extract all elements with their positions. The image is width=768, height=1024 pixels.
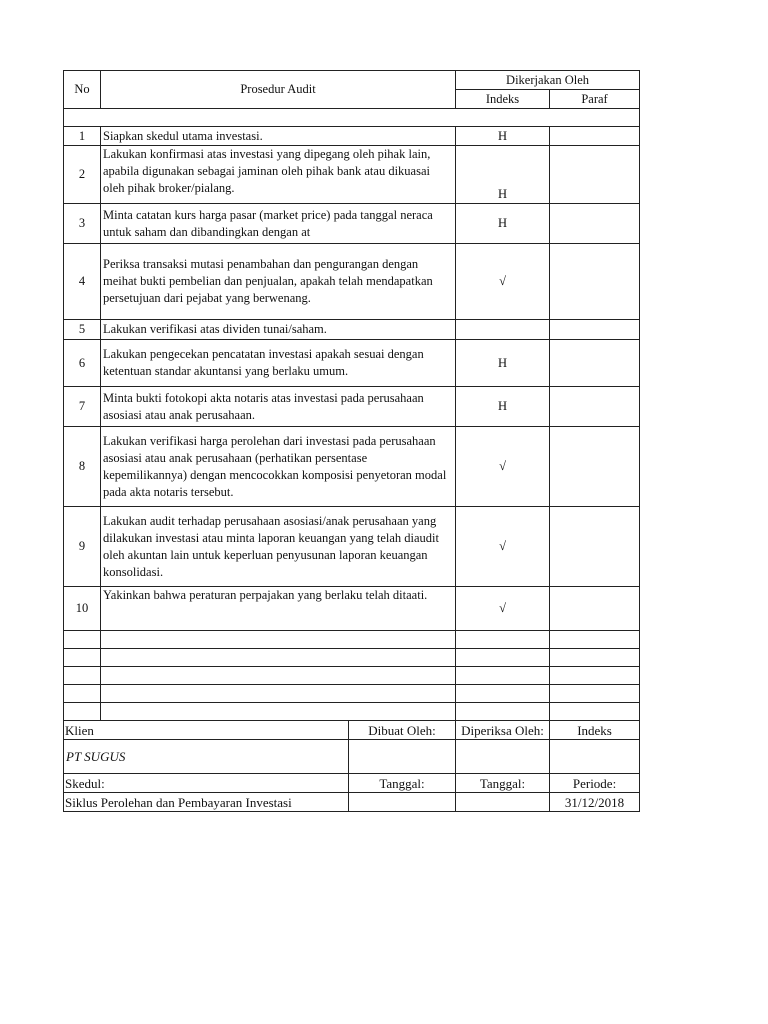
client-label: Klien — [64, 721, 349, 740]
initial-cell[interactable] — [550, 587, 640, 631]
index-cell[interactable]: H — [456, 146, 550, 204]
date-prepared-value[interactable] — [349, 793, 456, 812]
index-cell[interactable]: √ — [456, 507, 550, 587]
initial-cell[interactable] — [550, 427, 640, 507]
procedure-text: Yakinkan bahwa peraturan perpajakan yang berlaku telah ditaati. — [101, 587, 456, 631]
row-number: 8 — [64, 427, 101, 507]
index-cell[interactable] — [456, 320, 550, 340]
procedure-text: Periksa transaksi mutasi penambahan dan pengurangan dengan meihat bukti pembelian dan penjualan, apakah telah mendapatkan persetujuan dari pejabat yang berwenang. — [101, 244, 456, 320]
footer-row-1 — [64, 721, 640, 740]
procedure-text: Minta bukti fotokopi akta notaris atas investasi pada perusahaan asosiasi atau anak perusahaan. — [101, 387, 456, 427]
footer-row-3 — [64, 774, 640, 793]
procedure-text: Siapkan skedul utama investasi. — [101, 127, 456, 146]
audit-program-sheet — [63, 70, 639, 812]
table-row — [64, 587, 640, 631]
empty-row — [64, 685, 640, 703]
procedure-text: Lakukan audit terhadap perusahaan asosiasi/anak perusahaan yang dilakukan investasi atau minta laporan keuangan yang telah diaudit oleh akuntan lain untuk keperluan penyusunan laporan keuangan konsolidasi. — [101, 507, 456, 587]
initial-cell[interactable] — [550, 320, 640, 340]
empty-row — [64, 667, 640, 685]
table-row — [64, 146, 640, 204]
schedule-name: Siklus Perolehan dan Pembayaran Investasi — [64, 793, 349, 812]
procedure-text: Minta catatan kurs harga pasar (market price) pada tanggal neraca untuk saham dan dibandingkan dengan at — [101, 204, 456, 244]
initial-cell[interactable] — [550, 204, 640, 244]
index-label: Indeks — [550, 721, 640, 740]
footer-row-4 — [64, 793, 640, 812]
index-cell[interactable]: H — [456, 387, 550, 427]
index-cell[interactable]: √ — [456, 244, 550, 320]
row-number: 5 — [64, 320, 101, 340]
table-row — [64, 127, 640, 146]
empty-row — [64, 703, 640, 721]
row-number: 4 — [64, 244, 101, 320]
prepared-by-value[interactable] — [349, 740, 456, 774]
date-reviewed-value[interactable] — [456, 793, 550, 812]
row-number: 2 — [64, 146, 101, 204]
table-row — [64, 320, 640, 340]
empty-row — [64, 631, 640, 649]
empty-row — [64, 649, 640, 667]
company-name: PT SUGUS — [64, 740, 349, 774]
audit-procedure-table — [63, 70, 640, 812]
row-number: 10 — [64, 587, 101, 631]
row-number: 3 — [64, 204, 101, 244]
footer-row-2 — [64, 740, 640, 774]
initial-cell[interactable] — [550, 387, 640, 427]
initial-cell[interactable] — [550, 244, 640, 320]
header-done-by: Dikerjakan Oleh — [456, 71, 640, 90]
reviewed-by-label: Diperiksa Oleh: — [456, 721, 550, 740]
row-number: 1 — [64, 127, 101, 146]
procedure-text: Lakukan konfirmasi atas investasi yang dipegang oleh pihak lain, apabila digunakan sebagai jaminan oleh pihak bank atau dikuasai oleh pihak broker/pialang. — [101, 146, 456, 204]
table-row — [64, 204, 640, 244]
index-cell[interactable]: H — [456, 204, 550, 244]
initial-cell[interactable] — [550, 340, 640, 387]
procedure-text: Lakukan pengecekan pencatatan investasi apakah sesuai dengan ketentuan standar akuntansi yang berlaku umum. — [101, 340, 456, 387]
index-cell[interactable]: H — [456, 340, 550, 387]
header-procedure: Prosedur Audit — [101, 71, 456, 109]
date-label-prepared: Tanggal: — [349, 774, 456, 793]
table-row — [64, 340, 640, 387]
procedure-text: Lakukan verifikasi harga perolehan dari investasi pada perusahaan asosiasi atau anak perusahaan (perhatikan persentase kepemilikannya) dengan mencocokkan komposisi penyetoran modal pada akta notaris tersebut. — [101, 427, 456, 507]
schedule-label: Skedul: — [64, 774, 349, 793]
initial-cell[interactable] — [550, 507, 640, 587]
header-initial: Paraf — [550, 90, 640, 109]
prepared-by-label: Dibuat Oleh: — [349, 721, 456, 740]
index-cell[interactable]: √ — [456, 587, 550, 631]
spacer-row — [64, 109, 640, 127]
procedure-text: Lakukan verifikasi atas dividen tunai/saham. — [101, 320, 456, 340]
index-cell[interactable]: √ — [456, 427, 550, 507]
initial-cell[interactable] — [550, 146, 640, 204]
period-value: 31/12/2018 — [550, 793, 640, 812]
reviewed-by-value[interactable] — [456, 740, 550, 774]
index-value[interactable] — [550, 740, 640, 774]
header-index: Indeks — [456, 90, 550, 109]
date-label-reviewed: Tanggal: — [456, 774, 550, 793]
header-no: No — [64, 71, 101, 109]
row-number: 6 — [64, 340, 101, 387]
table-row — [64, 427, 640, 507]
row-number: 9 — [64, 507, 101, 587]
row-number: 7 — [64, 387, 101, 427]
header-row-1 — [64, 71, 640, 90]
table-row — [64, 244, 640, 320]
index-cell[interactable]: H — [456, 127, 550, 146]
table-row — [64, 387, 640, 427]
initial-cell[interactable] — [550, 127, 640, 146]
table-row — [64, 507, 640, 587]
period-label: Periode: — [550, 774, 640, 793]
